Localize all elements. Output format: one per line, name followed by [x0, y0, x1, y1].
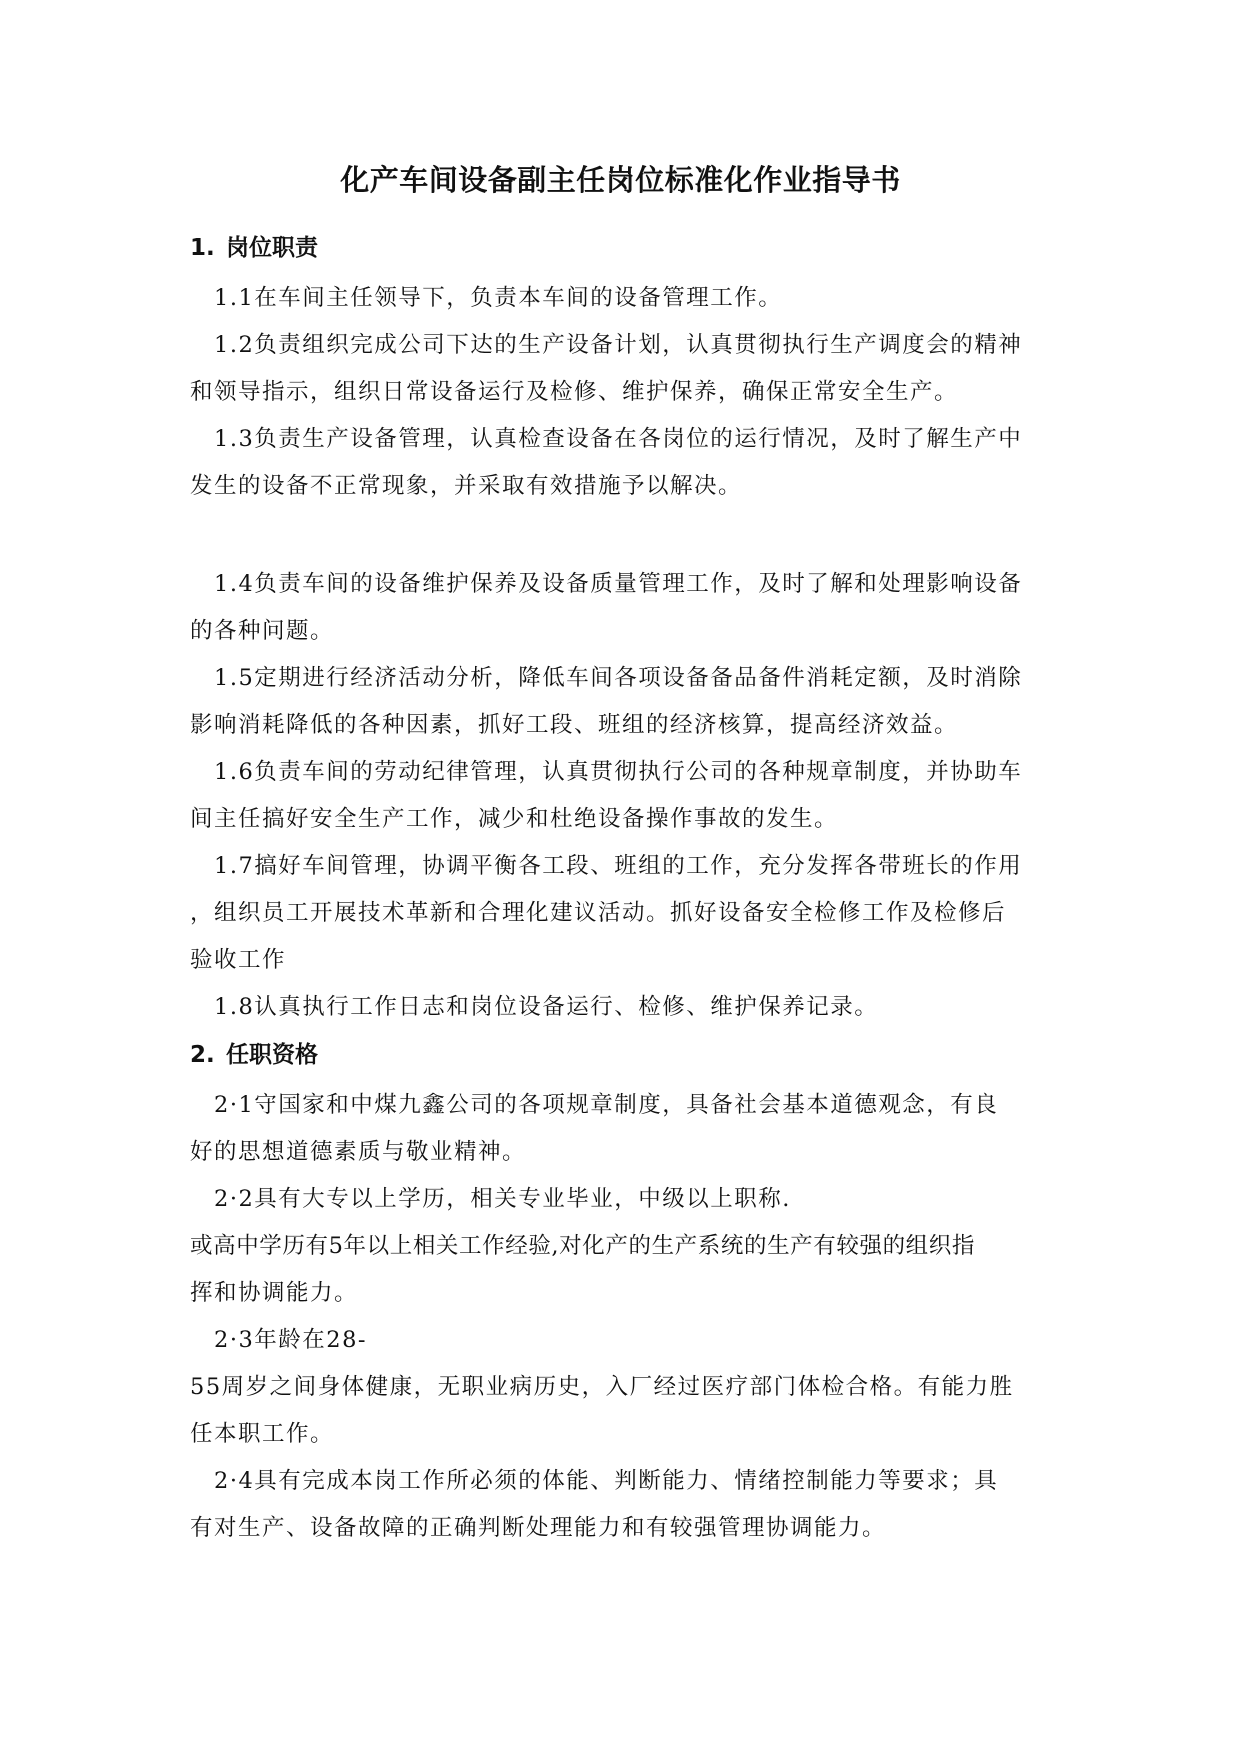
- paragraph-line: 55周岁之间身体健康，无职业病历史，入厂经过医疗部门体检合格。有能力胜: [190, 1374, 1014, 1400]
- paragraph-line: 好的思想道德素质与敬业精神。: [190, 1139, 527, 1165]
- paragraph-line: 1.1在车间主任领导下，负责本车间的设备管理工作。: [214, 285, 783, 311]
- paragraph-line: 影响消耗降低的各种因素，抓好工段、班组的经济核算，提高经济效益。: [190, 712, 959, 738]
- section-heading-2: [190, 1037, 318, 1073]
- section-heading-text: 任职资格: [226, 1042, 318, 1068]
- paragraph-line: 1.2负责组织完成公司下达的生产设备计划，认真贯彻执行生产调度会的精神: [214, 332, 1023, 358]
- paragraph-line: 1.5定期进行经济活动分析，降低车间各项设备备品备件消耗定额，及时消除: [214, 665, 1023, 691]
- paragraph-line: 挥和协调能力。: [190, 1280, 359, 1306]
- paragraph-line: 2·3年龄在28-: [214, 1327, 368, 1353]
- paragraph-line: 验收工作: [190, 947, 287, 973]
- paragraph-line: ，组织员工开展技术革新和合理化建议活动。抓好设备安全检修工作及检修后: [190, 900, 1007, 926]
- paragraph-line: 间主任搞好安全生产工作，减少和杜绝设备操作事故的发生。: [190, 806, 839, 832]
- paragraph-line: 1.8认真执行工作日志和岗位设备运行、检修、维护保养记录。: [214, 994, 879, 1020]
- paragraph-line: 1.4负责车间的设备维护保养及设备质量管理工作，及时了解和处理影响设备: [214, 571, 1023, 597]
- paragraph-line: 和领导指示，组织日常设备运行及检修、维护保养，确保正常安全生产。: [190, 379, 959, 405]
- paragraph-line: 有对生产、设备故障的正确判断处理能力和有较强管理协调能力。: [190, 1515, 887, 1541]
- paragraph-line: 发生的设备不正常现象，并采取有效措施予以解决。: [190, 473, 743, 499]
- paragraph-line: 1.7搞好车间管理，协调平衡各工段、班组的工作，充分发挥各带班长的作用: [214, 853, 1023, 879]
- section-heading-1: [190, 230, 318, 266]
- paragraph-line: 1.3负责生产设备管理，认真检查设备在各岗位的运行情况，及时了解生产中: [214, 426, 1023, 452]
- section-number: 1.: [190, 235, 215, 261]
- section-number: 2.: [190, 1042, 215, 1068]
- paragraph-line: 或高中学历有5年以上相关工作经验,对化产的生产系统的生产有较强的组织指: [190, 1233, 975, 1259]
- section-heading-text: 岗位职责: [226, 235, 318, 261]
- paragraph-line: 2·4具有完成本岗工作所必须的体能、判断能力、情绪控制能力等要求；具: [214, 1468, 999, 1494]
- paragraph-line: 2·1守国家和中煤九鑫公司的各项规章制度，具备社会基本道德观念，有良: [214, 1092, 999, 1118]
- paragraph-line: 任本职工作。: [190, 1421, 335, 1447]
- paragraph-line: 2·2具有大专以上学历，相关专业毕业，中级以上职称.: [214, 1186, 791, 1212]
- paragraph-line: 1.6负责车间的劳动纪律管理，认真贯彻执行公司的各种规章制度，并协助车: [214, 759, 1023, 785]
- document-title: 化产车间设备副主任岗位标准化作业指导书: [340, 163, 901, 197]
- paragraph-line: 的各种问题。: [190, 618, 335, 644]
